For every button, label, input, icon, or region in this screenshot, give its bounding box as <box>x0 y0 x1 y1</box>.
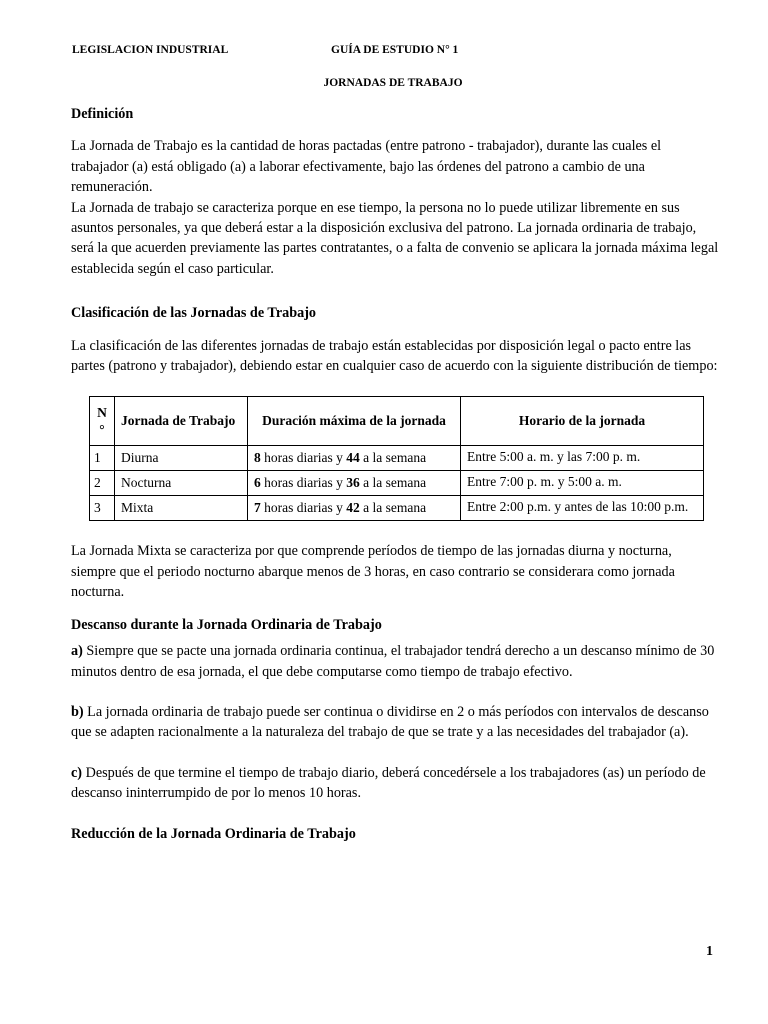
header-cell-horario: Horario de la jornada <box>461 397 704 446</box>
cell-number: 1 <box>90 446 115 471</box>
document-title: JORNADAS DE TRABAJO <box>323 77 463 89</box>
document-body <box>71 104 719 844</box>
paragraph-descanso-c: c) Después de que termine el tiempo de trabajo diario, deberá concedérsele a los trabajadores (as) un período de descanso ininterrumpido de por lo menos 10 horas. <box>71 764 706 802</box>
header-guide-number: GUÍA DE ESTUDIO N° 1 <box>331 44 459 56</box>
cell-duracion: 8 horas diarias y 44 a la semana <box>248 446 461 471</box>
header-course-title: LEGISLACION INDUSTRIAL <box>72 44 229 56</box>
cell-number: 2 <box>90 471 115 496</box>
cell-duracion: 6 horas diarias y 36 a la semana <box>248 471 461 496</box>
cell-horario: Entre 7:00 p. m. y 5:00 a. m. <box>461 471 704 496</box>
section-heading-descanso: Descanso durante la Jornada Ordinaria de Trabajo <box>71 616 382 633</box>
cell-horario: Entre 2:00 p.m. y antes de las 10:00 p.m. <box>461 496 704 521</box>
cell-duracion: 7 horas diarias y 42 a la semana <box>248 496 461 521</box>
table-row <box>90 446 704 471</box>
header-cell-jornada: Jornada de Trabajo <box>115 397 248 446</box>
cell-jornada: Nocturna <box>115 471 248 496</box>
table-row <box>90 496 704 521</box>
paragraph-definicion-2: La Jornada de trabajo se caracteriza porque en ese tiempo, la persona no lo puede utilizar libremente en sus asuntos personales, ya que deberá estar a la disposición exclusiva del patrono. La jornada ordinaria de trabajo, será la que acuerden previamente las partes contratantes, o a falta de convenio se aplicara la jornada máxima legal establecida según el caso particular. <box>71 199 719 277</box>
paragraph-descanso-a: a) Siempre que se pacte una jornada ordinaria continua, el trabajador tendrá derecho a un descanso mínimo de 30 minutos dentro de esa jornada, el que debe computarse como tiempo de trabajo efectivo. <box>71 643 715 680</box>
section-heading-definicion: Definición <box>71 106 134 122</box>
header-cell-number: N ° <box>90 397 115 446</box>
jornadas-table <box>89 396 704 521</box>
cell-jornada: Diurna <box>115 446 248 471</box>
cell-jornada: Mixta <box>115 496 248 521</box>
section-heading-reduccion: Reducción de la Jornada Ordinaria de Trabajo <box>71 825 356 842</box>
table-header-row <box>90 397 704 446</box>
page-number: 1 <box>706 944 713 959</box>
cell-horario: Entre 5:00 a. m. y las 7:00 p. m. <box>461 446 704 471</box>
paragraph-definicion-1: La Jornada de Trabajo es la cantidad de horas pactadas (entre patrono - trabajador), durante las cuales el trabajador (a) está obligado (a) a laborar efectivamente, bajo las órdenes del patrono a cambio de una remuneración. <box>71 138 662 196</box>
header-cell-duracion: Duración máxima de la jornada <box>248 397 461 446</box>
paragraph-clasificacion: La clasificación de las diferentes jornadas de trabajo están establecidas por disposición legal o pacto entre las partes (patrono y trabajador), debiendo estar en cualquier caso de acuerdo con la siguiente distribución de tiempo: <box>71 337 718 375</box>
table-row <box>90 471 704 496</box>
paragraph-descanso-b: b) La jornada ordinaria de trabajo puede ser continua o dividirse en 2 o más períodos con intervalos de descanso que se adapten racionalmente a la naturaleza del trabajo de que se trate y a las necesidades del trabajador (a). <box>71 703 709 741</box>
paragraph-jornada-mixta: La Jornada Mixta se caracteriza por que comprende períodos de tiempo de las jornadas diurna y nocturna, siempre que el periodo nocturno abarque menos de 3 horas, en caso contrario se considerara como jornada nocturna. <box>71 543 675 601</box>
section-heading-clasificacion: Clasificación de las Jornadas de Trabajo <box>71 305 317 322</box>
cell-number: 3 <box>90 496 115 521</box>
